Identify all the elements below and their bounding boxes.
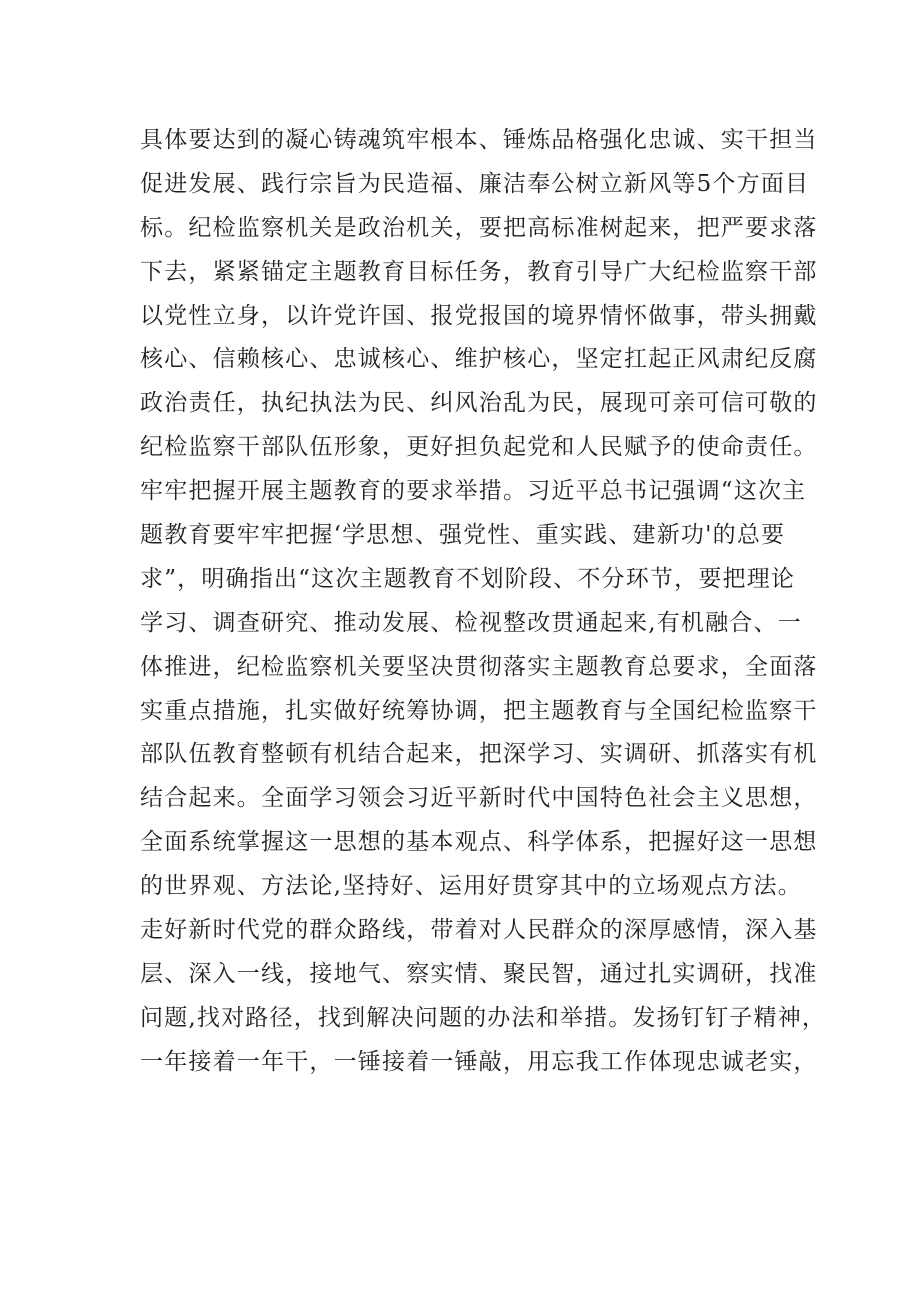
- text-line: 具体要达到的凝心铸魂筑牢根本、锤炼品格强化忠诚、实干担当: [140, 127, 818, 153]
- text-line: 牢牢把握开展主题教育的要求举措。习近平总书记强调“这次主: [140, 478, 807, 505]
- text-line: 的世界观、方法论,坚持好、运用好贯穿其中的立场观点方法。: [140, 873, 802, 900]
- text-line: 题教育要牢牢把握‘学思想、强党性、重实践、建新功'的总要: [140, 522, 786, 549]
- text-line: 求”，明确指出“这次主题教育不划阶段、不分环节，要把理论: [140, 565, 796, 592]
- text-line: 走好新时代党的群众路线，带着对人民群众的深厚感情，深入基: [140, 917, 818, 944]
- text-line: 核心、信赖核心、忠诚核心、维护核心，坚定扛起正风肃纪反腐: [140, 346, 818, 373]
- text-line: 以党性立身，以许党许国、报党报国的境界情怀做事，带头拥戴: [140, 302, 818, 329]
- text-line: 体推进，纪检监察机关要坚决贯彻落实主题教育总要求，全面落: [140, 653, 818, 680]
- text-line: 下去，紧紧锚定主题教育目标任务，教育引导广大纪检监察干部: [140, 258, 818, 285]
- text-line: 层、深入一线，接地气、察实情、聚民智，通过扎实调研，找准: [140, 960, 818, 987]
- text-line: 实重点措施，扎实做好统筹协调，把主题教育与全国纪检监察干: [140, 697, 818, 724]
- text-line: 标。纪检监察机关是政治机关，要把高标准树起来，把严要求落: [140, 214, 818, 241]
- body-text: [140, 119, 827, 1085]
- text-line: 促进发展、践行宗旨为民造福、廉洁奉公树立新风等5个方面目: [140, 170, 810, 197]
- text-line: 全面系统掌握这一思想的基本观点、科学体系，把握好这一思想: [140, 829, 818, 856]
- text-line: 学习、调查研究、推动发展、检视整改贯通起来,有机融合、一: [140, 609, 802, 636]
- text-line: 政治责任，执纪执法为民、纠风治乱为民，展现可亲可信可敬的: [140, 390, 818, 417]
- text-line: 结合起来。全面学习领会习近平新时代中国特色社会主义思想，: [140, 785, 818, 812]
- text-line: 问题,找对路径，找到解决问题的办法和举措。发扬钉钉子精神，: [140, 1004, 827, 1031]
- text-line: 一年接着一年干，一锤接着一锤敲，用忘我工作体现忠诚老实，: [140, 1048, 818, 1075]
- text-line: 纪检监察干部队伍形象，更好担负起党和人民赋予的使命责任。: [140, 434, 818, 461]
- text-line: 部队伍教育整顿有机结合起来，把深学习、实调研、抓落实有机: [140, 741, 818, 768]
